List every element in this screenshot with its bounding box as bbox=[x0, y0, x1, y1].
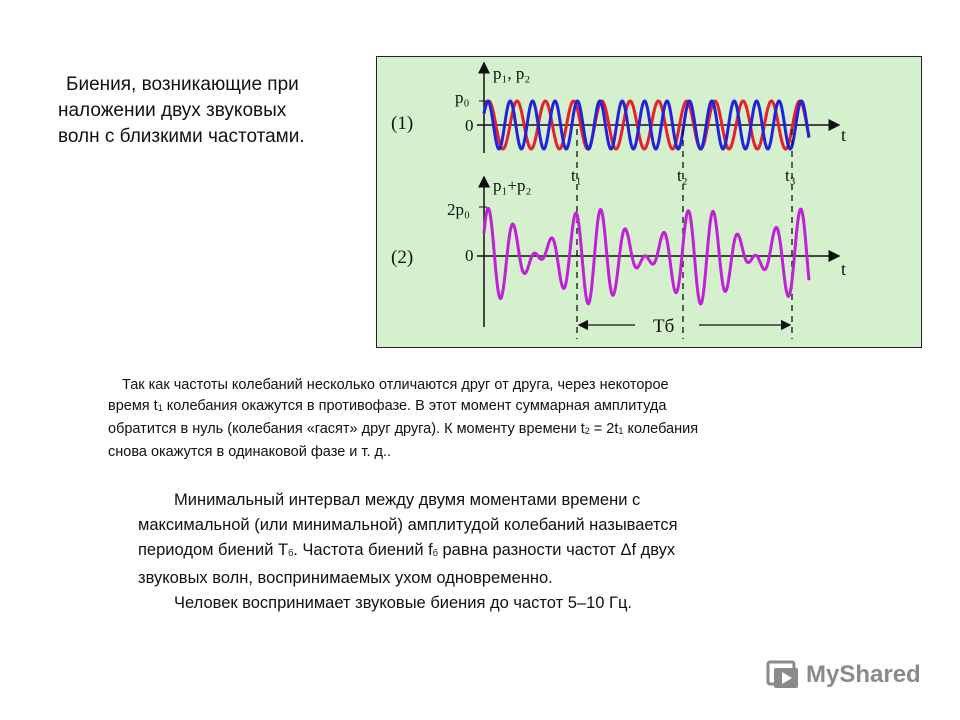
slide-heading bbox=[58, 72, 378, 150]
explanation-paragraph bbox=[108, 375, 888, 463]
top-amplitude-label: p₀ bbox=[455, 88, 470, 107]
top-axis-label: p₁, p₂ bbox=[493, 64, 531, 83]
top-panel-label: (1) bbox=[391, 113, 414, 134]
heading-line-2: наложении двух звуковых bbox=[58, 100, 287, 121]
para2-line-1: Минимальный интервал между двумя моментами времени с bbox=[174, 491, 641, 509]
bottom-panel-label: (2) bbox=[391, 247, 414, 268]
para2-line-2: максимальной (или минимальной) амплитудой колебаний называется bbox=[138, 516, 678, 534]
para2-line-3: периодом биений Tб. Частота биений fб равна разности частот Δf двух bbox=[138, 541, 676, 559]
t2-label: t₂ bbox=[677, 166, 688, 185]
slides-icon bbox=[766, 658, 800, 692]
para2-line-5: Человек воспринимает звуковые биения до частот 5–10 Гц. bbox=[174, 594, 633, 612]
logo-text: MyShared bbox=[806, 661, 921, 688]
beats-diagram-svg bbox=[377, 57, 923, 349]
bottom-amplitude-label: 2p₀ bbox=[447, 200, 470, 219]
bottom-time-label: t bbox=[841, 259, 847, 279]
heading-line-3: волн с близкими частотами. bbox=[58, 126, 305, 147]
para1-line-4: снова окажутся в одинаковой фазе и т. д.. bbox=[108, 444, 392, 460]
myshared-logo bbox=[766, 656, 921, 694]
para1-line-3: обратится в нуль (колебания «гасят» друг друга). К моменту времени t2 = 2t1 колебания bbox=[108, 421, 699, 437]
bottom-zero-label: 0 bbox=[465, 246, 474, 265]
definition-paragraph bbox=[138, 488, 858, 616]
period-label: Tб bbox=[653, 316, 675, 337]
heading-line-1: Биения, возникающие при bbox=[66, 74, 299, 95]
para1-line-2: время t1 колебания окажутся в противофазе. В этот момент суммарная амплитуда bbox=[108, 398, 667, 414]
t1-label: t₁ bbox=[571, 166, 582, 185]
para2-line-4: звуковых волн, воспринимаемых ухом одновременно. bbox=[138, 569, 553, 587]
para1-line-1: Так как частоты колебаний несколько отличаются друг от друга, через некоторое bbox=[122, 377, 669, 393]
top-time-label: t bbox=[841, 125, 847, 145]
top-zero-label: 0 bbox=[465, 116, 474, 135]
bottom-axis-label: p₁+p₂ bbox=[493, 176, 532, 195]
t3-label: t₃ bbox=[785, 166, 796, 185]
beats-diagram bbox=[376, 56, 922, 348]
